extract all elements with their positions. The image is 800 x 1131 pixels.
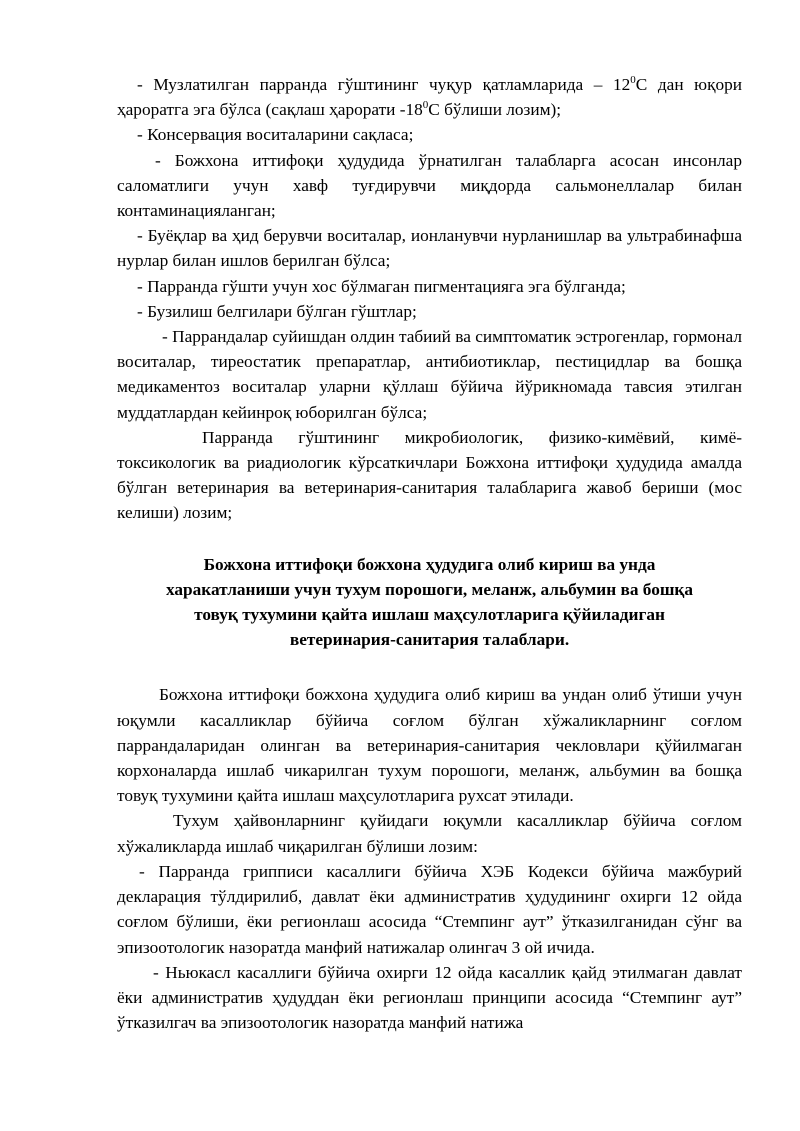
list-item-text: С бўлиши лозим); xyxy=(428,100,562,120)
list-item: - Парранда гўшти учун хос бўлмаган пигментацияга эга бўлганда; xyxy=(137,276,626,296)
list-item: - Консервация воситаларини сақласа; xyxy=(137,125,414,145)
list-item: - Божхона иттифоқи ҳудудида ўрнатилган талабларга асосан инсонлар саломатлиги учун хавф туғдирувчи миқдорда сальмонеллалар билан контаминацияланган; xyxy=(117,150,742,221)
list-item: - Ньюкасл касаллиги бўйича охирги 12 ойда касаллик қайд этилмаган давлат ёки административ ҳудуддан ёки регионлаш принципи асосида “Стемпинг аут” ўтказилгач ва эпизоотологик назоратда манфий натижа xyxy=(117,962,742,1033)
heading-line: харакатланиши учун тухум порошоги, меланж, альбумин ва бошқа xyxy=(165,579,694,599)
list-item: - Паррандалар суйишдан олдин табиий ва симптоматик эстрогенлар, гормонал воситалар, тиреостатик препаратлар, антибиотиклар, пестицидлар ва бошқа медикаментоз воситалар уларни қўллаш бўйича йўрикномада тавсия этилган муддатлардан кейинроқ юборилган бўлса; xyxy=(117,327,742,422)
paragraph: Божхона иттифоқи божхона ҳудудига олиб кириш ва ундан олиб ўтиши учун юқумли касалликлар бўйича соғлом бўлган хўжаликларнинг соғлом паррандаларидан олинган ва ветеринария-санитария чекловлари қўйилмаган корхоналарда ишлаб чикарилган тухум порошоги, меланж, альбумин ва бошқа товуқ тухумини қайта ишлаш маҳсулотларига рухсат этилади. xyxy=(117,685,742,806)
list-item: - Буёқлар ва ҳид берувчи воситалар, ионланувчи нурланишлар ва ультрабинафша нурлар билан ишлов берилган бўлса; xyxy=(117,226,742,271)
paragraph: Парранда гўштининг микробиологик, физико-кимёвий, кимё-токсикологик ва риадиологик кўрсаткичлари Божхона иттифоқи ҳудудида амалда бўлган ветеринария ва ветеринария-санитария талабларига жавоб бериши (мос келиши) лозим; xyxy=(117,427,742,523)
section-heading xyxy=(117,552,742,653)
heading-line: товуқ тухумини қайта ишлаш маҳсулотларига қўйиладиган xyxy=(194,605,665,625)
heading-line: ветеринария-санитария талаблари. xyxy=(289,630,570,650)
list-item: - Парранда грипписи касаллиги бўйича ХЭБ Кодекси бўйича мажбурий декларация тўлдирилиб, давлат ёки административ ҳудудининг охирги 12 ойда соғлом бўлиши, ёки регионлаш асосида “Стемпинг аут” ўтказилганидан сўнг ва эпизоотологик назоратда манфий натижалар олингач 3 ой ичида. xyxy=(117,861,742,957)
list-item-text: - Музлатилган парранда гўштининг чуқур қатламларида – 12 xyxy=(137,75,631,94)
superscript: 0 xyxy=(630,74,636,86)
superscript: 0 xyxy=(422,99,429,112)
list-item-text: С дан юқори ҳароратга эга бўлса (сақлаш ҳарорати -18 xyxy=(117,75,742,120)
paragraph: Тухум ҳайвонларнинг қуйидаги юқумли касалликлар бўйича соғлом хўжаликларда ишлаб чиқарилган бўлиши лозим: xyxy=(117,811,742,856)
document-body xyxy=(117,72,742,1035)
list-item: - Бузилиш белгилари бўлган гўштлар; xyxy=(137,301,417,321)
list-item xyxy=(117,72,742,122)
heading-line: Божхона иттифоқи божхона ҳудудига олиб кириш ва унда xyxy=(203,554,656,574)
